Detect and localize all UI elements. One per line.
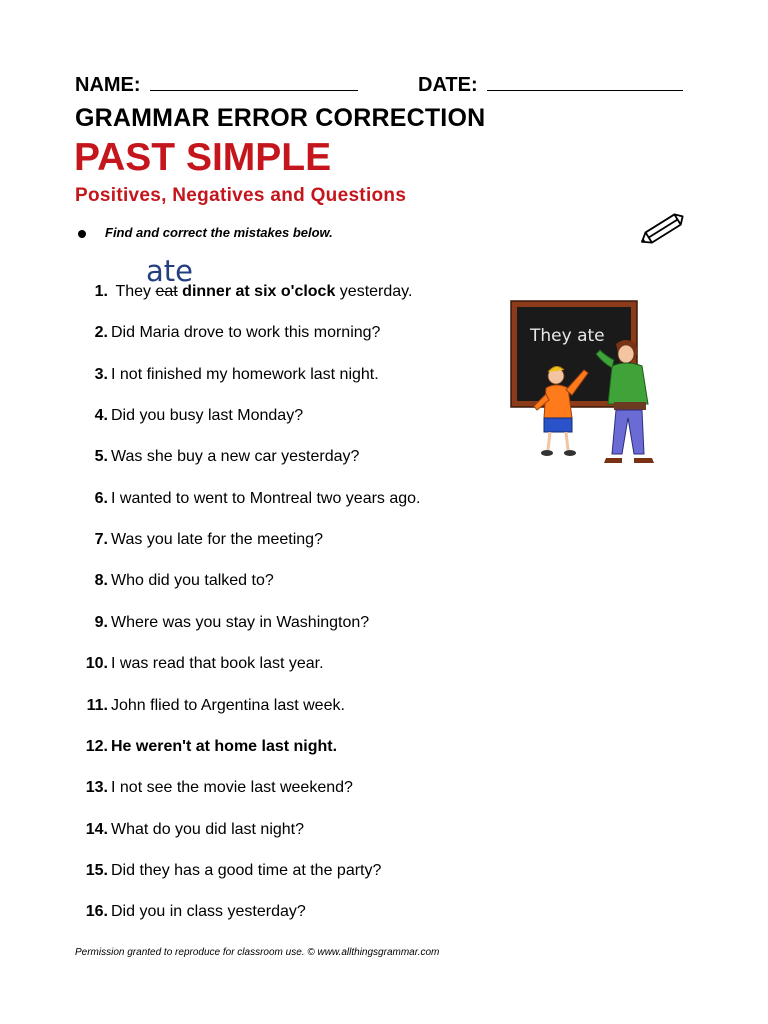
instruction-text: Find and correct the mistakes below. (105, 225, 333, 240)
list-item: 10. I was read that book last year. (85, 655, 324, 672)
date-label: DATE: (418, 74, 478, 96)
list-item: 4. Did you busy last Monday? (94, 407, 304, 424)
pencil-icon (636, 206, 692, 250)
example-sentence: They eat dinner at six o'clock yesterday. (115, 283, 413, 300)
date-field (418, 72, 683, 97)
list-item: 1. They eat dinner at six o'clock yesterday. (94, 283, 413, 300)
list-item: 14. What do you did last night? (85, 821, 305, 838)
list-item: 8. Who did you talked to? (94, 572, 274, 589)
bullet-icon (78, 230, 86, 238)
list-item: 2. Did Maria drove to work this morning? (94, 324, 381, 341)
name-blank (150, 72, 358, 91)
date-blank (487, 72, 683, 91)
footer-permission: Permission granted to reproduce for classroom use. © www.allthingsgrammar.com (75, 947, 440, 958)
example-correction: ate (146, 254, 193, 288)
struck-word: eat (155, 283, 178, 300)
list-item: 6. I wanted to went to Montreal two years ago. (94, 490, 421, 507)
name-label: NAME: (75, 74, 141, 96)
list-item: 7. Was you late for the meeting? (94, 531, 323, 548)
list-item: 11. John flied to Argentina last week. (86, 697, 345, 714)
topic-title: PAST SIMPLE (74, 136, 332, 179)
list-item: 12. He weren't at home last night. (85, 738, 338, 755)
blackboard-text: They ate (530, 326, 605, 346)
list-item: 3. I not finished my homework last night. (94, 366, 379, 383)
list-item: 13. I not see the movie last weekend? (85, 779, 353, 796)
blackboard-illustration (508, 298, 664, 464)
subtitle: Positives, Negatives and Questions (75, 185, 407, 206)
name-field (75, 72, 358, 97)
list-item: 9. Where was you stay in Washington? (94, 614, 370, 631)
list-item: 16. Did you in class yesterday? (85, 903, 306, 920)
instruction (78, 225, 333, 240)
worksheet-title: GRAMMAR ERROR CORRECTION (75, 104, 486, 132)
list-item: 15. Did they has a good time at the party? (85, 862, 382, 879)
list-item: 5. Was she buy a new car yesterday? (94, 448, 360, 465)
